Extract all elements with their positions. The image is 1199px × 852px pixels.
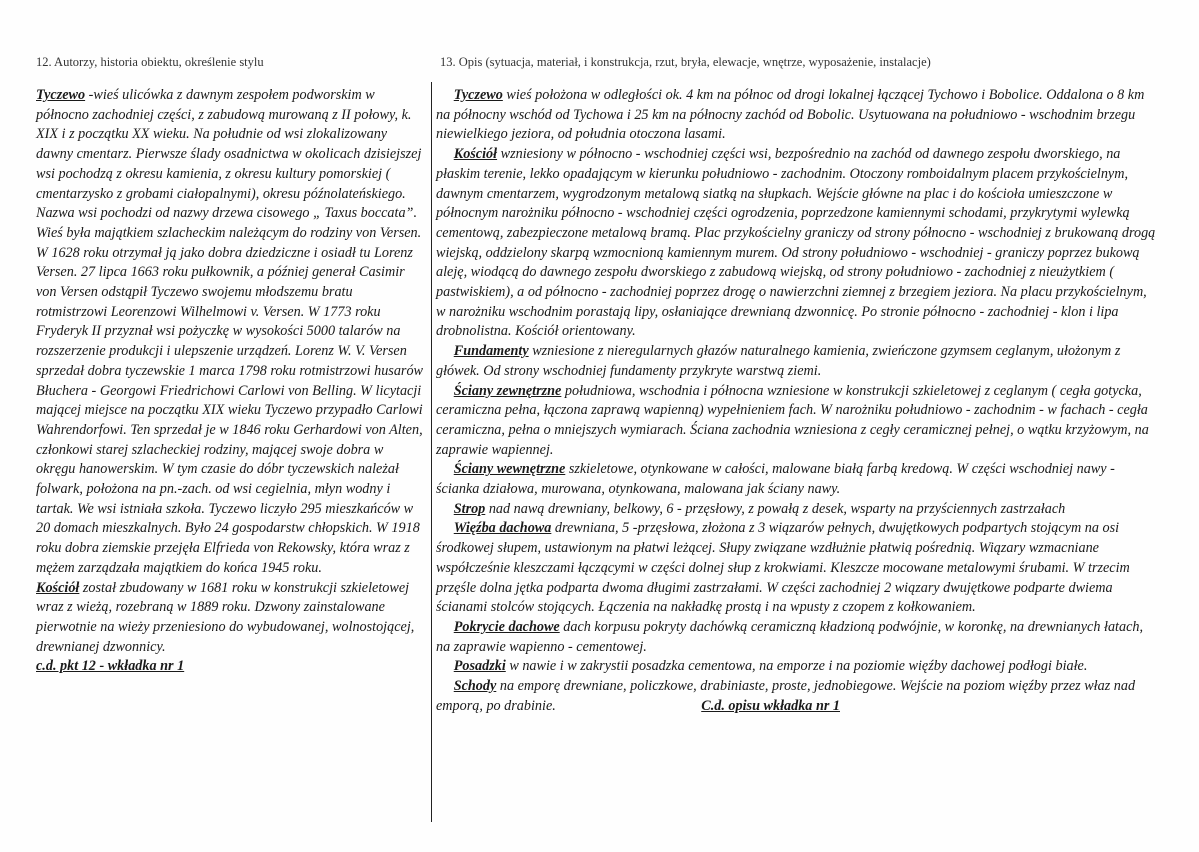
keyword-strop: Strop (453, 500, 486, 517)
roof-truss-text: drewniana, 5 -przęsłowa, złożona z 3 wiązarów pełnych, dwujętkowych podpartych stojącym na osi środkowej słupem, ustawionym na płatwi leżącej. Słupy związane wzdłużnie płatwią pośrednią. Wiązary wzmacniane współcześnie kleszczami łączącymi w części dolnej słup z krokwiami. Kleszcze mocowane metalowymi śrubami. W trzecim przęśle dolna jętka podparta dwoma długimi zastrzałami. W części zachodniej 2 wiązary dwujętkowe podparte dwiema ścianami stolców stojących. Łączenia na nakładkę prostą i na wpusty z czopem z kołkowaniem. (436, 520, 1130, 616)
keyword-wiezba-dachowa: Więźba dachowa (453, 520, 552, 537)
description-paragraph-foundations (436, 342, 1156, 381)
continuation-ref-13: C.d. opisu wkładka nr 1 (701, 697, 840, 714)
floors-text: w nawie i w zakrystii posadzka cementowa, na emporze i na poziomie więźby dachowej podłogi białe. (505, 658, 1088, 675)
roofing-text: dach korpusu pokryty dachówką ceramiczną kładzioną podwójnie, w koronkę, na drewnianych łatach, na zaprawie wapienno - cementowej. (436, 618, 1144, 655)
keyword-pokrycie-dachowe: Pokrycie dachowe (453, 618, 560, 635)
foundations-text: wzniesione z nieregularnych głazów naturalnego kamienia, zwieńczone gzymsem ceglanym, ułożonym z główek. Od strony wschodniej fundamenty przykryte warstwą ziemi. (436, 343, 1121, 379)
description-paragraph-roof-truss (436, 519, 1156, 618)
continuation-note (36, 657, 424, 677)
history-column (36, 86, 424, 677)
keyword-schody: Schody (453, 678, 497, 695)
section-12-heading: 12. Autorzy, historia obiektu, określenie stylu (36, 55, 264, 69)
keyword-kosciol: Kościół (453, 146, 498, 163)
description-paragraph-ceiling (436, 500, 1156, 520)
description-paragraph-interior-walls (436, 460, 1156, 499)
church-history-text: został zbudowany w 1681 roku w konstrukcji szkieletowej wraz z wieżą, rozebraną w 1889 roku. Dzwony zainstalowane pierwotnie na wieży przeniesiono do wybudowanej, wolnostojącej, drewnianej dzwonnicy. (36, 579, 415, 655)
church-text: wzniesiony w północno - wschodniej części wsi, bezpośrednio na zachód od dawnego zespołu dworskiego, na płaskim terenie, lekko opadającym w kierunku południowo - zachodnim. Otoczony romboidalnym placem przykościelnym, dawnym cmentarzem, wygrodzonym metalową siatką na słupkach. Wejście główne na plac i do kościoła umieszczone w północnym narożniku północno - wschodniej części ogrodzenia, poprzedzone kamiennymi schodami, przykrytymi wylewką cementową, zabezpieczone metalową bramą. Plac przykościelny graniczy od strony północno - wschodniej z brukowaną drogą wiejską, oddzielony skarpą wzmocnioną kamiennym murem. Od strony południowo - wschodniej - graniczy poprzez bukową aleję, wiodącą do dawnego zespołu dworskiego z zabudową wiejską, od strony południowo - zachodniej z nieużytkiem ( pastwiskiem), a od północno - zachodniej poprzez drogę o nawierzchni ziemnej z brzegiem jeziora. Na placu przykościelnym, w narożniku wschodnim porastają lipy, osłaniające drewnianą dzwonnicę. Po stronie północno - zachodniej - klon i lipa drobnolistna. Kościół orientowany. (436, 146, 1156, 340)
location-text: wieś położona w odległości ok. 4 km na północ od drogi lokalnej łączącej Tychowo i Bobolice. Oddalona o 8 km na północny wschód od Tychowa i 25 km na północny zachód od Bobolic. Usytuowana na południowo - wschodnim brzegu niewielkiego jeziora, od południa otoczona lasami. (436, 87, 1145, 143)
description-paragraph-exterior-walls (436, 382, 1156, 461)
description-paragraph-church (436, 145, 1156, 342)
keyword-posadzki: Posadzki (453, 658, 506, 675)
section-13-heading: 13. Opis (sytuacja, materiał, i konstrukcja, rzut, bryła, elewacje, wnętrze, wyposażenie, instalacje) (440, 55, 931, 69)
description-paragraph-roofing (436, 618, 1156, 657)
keyword-tyczewo: Tyczewo (36, 87, 86, 103)
description-paragraph-location (436, 86, 1156, 145)
column-divider (431, 82, 432, 822)
stairs-text: na emporę drewniane, policzkowe, drabiniaste, proste, jednobiegowe. Wejście na poziom więźby przez właz nad emporą, po drabinie. (436, 678, 1136, 714)
church-history-paragraph (36, 579, 424, 658)
keyword-tyczewo: Tyczewo (453, 87, 503, 103)
keyword-fundamenty: Fundamenty (453, 343, 529, 360)
description-column (436, 86, 1156, 717)
continuation-ref-12: c.d. pkt 12 - wkładka nr 1 (36, 658, 185, 675)
description-paragraph-stairs (436, 677, 1156, 716)
ceiling-text: nad nawą drewniany, belkowy, 6 - przęsłowy, z powałą z desek, wsparty na przyściennych zastrzałach (485, 500, 1066, 517)
keyword-kosciol: Kościół (36, 579, 80, 596)
keyword-sciany-wewnetrzne: Ściany wewnętrzne (453, 461, 566, 478)
exterior-walls-text: południowa, wschodnia i północna wzniesione w konstrukcji szkieletowej z ceglanym ( cegła gotycka, ceramiczna pełna, łączona zaprawą wapienną) wypełnieniem fach. W narożniku południowo - zachodnim - w fachach - cegła ceramiczna, pełna o mniejszych wymiarach. Ściana zachodnia wzniesiona z cegły ceramicznej pełnej, o wątku krzyżowym, na zaprawie wapiennej. (436, 382, 1149, 458)
history-paragraph (36, 86, 424, 579)
keyword-sciany-zewnetrzne: Ściany zewnętrzne (453, 382, 562, 399)
description-paragraph-floors (436, 657, 1156, 677)
history-text: -wieś ulicówka z dawnym zespołem podworskim w północno zachodniej części, z zabudową murowaną z II połowy, k. XIX i z początku XX wieku. Na południe od wsi zlokalizowany dawny cmentarz. Pierwsze ślady osadnictwa w okolicach dzisiejszej wsi pochodzą z okresu kamienia, z okresu kultury pomorskiej ( cmentarzysko z grobami ciałopalnymi), okresu późnolateńskiego. Nazwa wsi pochodzi od nazwy drzewa cisowego „ Taxus boccata”. Wieś była majątkiem szlacheckim należącym do rodziny von Versen. W 1628 roku otrzymał ją jako dobra dziedziczne i osiadł tu Lorenz Versen. 27 lipca 1663 roku pułkownik, a później generał Casimir von Versen odstąpił Tyczewo swojemu młodszemu bratu rotmistrzowi Leorenzowi Wilhelmowi v. Versen. W 1773 roku Fryderyk II przyznał wsi pożyczkę w wysokości 5000 talarów na rozszerzenie produkcji i ulepszenie urządzeń. Lorenz W. V. Versen sprzedał dobra tyczewskie 1 marca 1798 roku rotmistrzowi husarów Błuchera - Georgowi Friedrichowi Carlowi von Belling. W licytacji mającej miejsce na początku XIX wieku Tyczewo przypadło Carlowi Wahrendorfowi. Ten sprzedał je w 1846 roku Gerhardowi von Alten, członkowi starej szlacheckiej rodziny, mającej swoje dobra w okręgu hanowerskim. W tym czasie do dóbr tyczewskich należał folwark, położona na pn.-zach. od wsi cegielnia, młyn wodny i tartak. We wsi istniała szkoła. Tyczewo liczyło 295 mieszkańców w 20 domach mieszkalnych. Było 24 gospodarstw chłopskich. W 1918 roku dobra ziemskie przejęła Elfrieda von Rekowsky, która wraz z mężem zarządzała majątkiem do końca 1945 roku. (36, 87, 424, 576)
interior-walls-text: szkieletowe, otynkowane w całości, malowane białą farbą kredową. W części wschodniej nawy - ścianka działowa, murowana, otynkowana, malowana jak ściany nawy. (436, 461, 1115, 498)
